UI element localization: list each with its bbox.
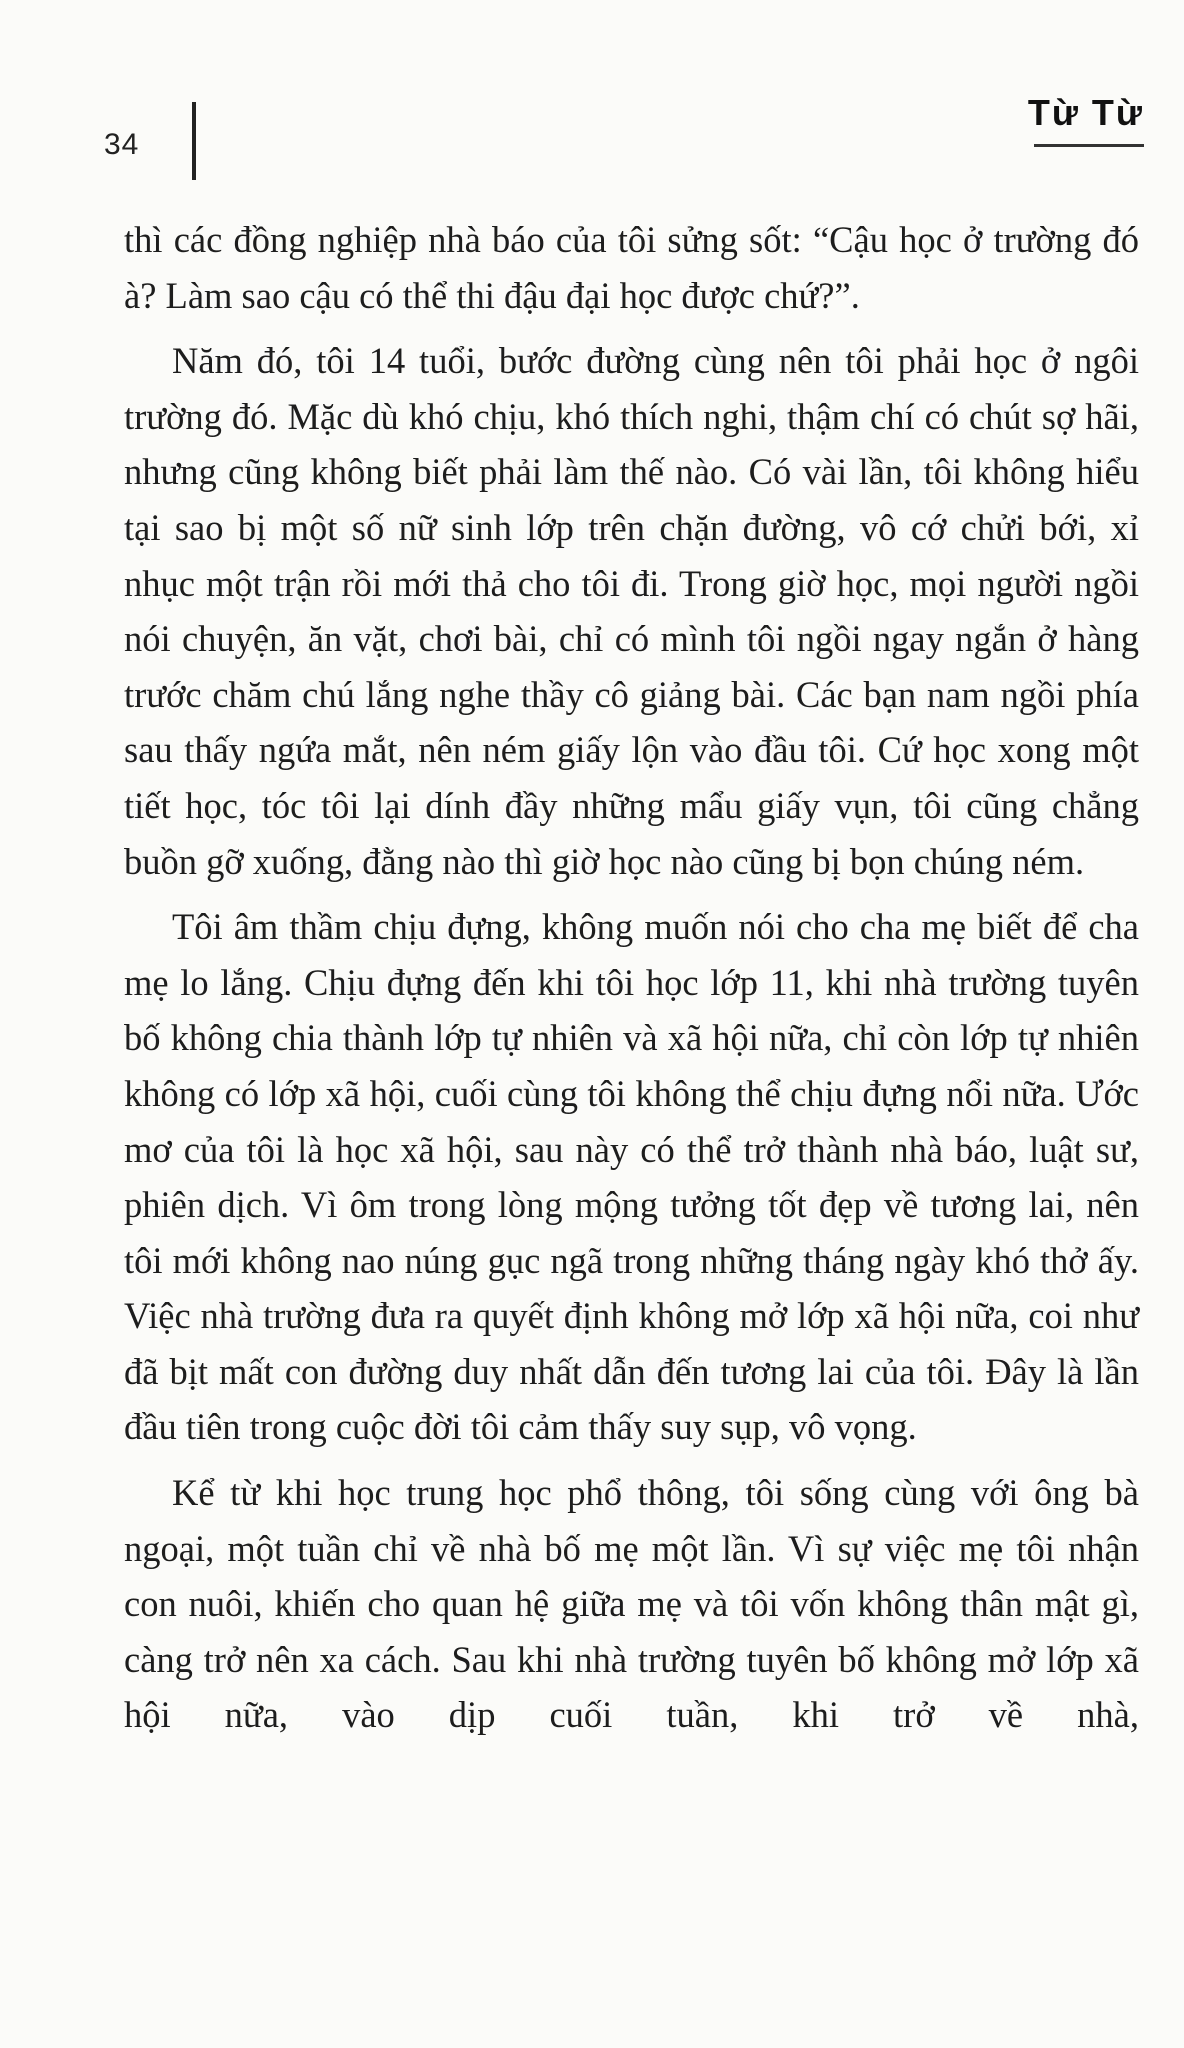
body-text [124, 212, 1139, 1753]
running-head-underline [1034, 144, 1144, 147]
running-head: Từ Từ [1027, 92, 1144, 133]
paragraph-4: Kể từ khi học trung học phổ thông, tôi sống cùng với ông bà ngoại, một tuần chỉ về nhà bố mẹ một lần. Vì sự việc mẹ tôi nhận con nuôi, khiến cho quan hệ giữa mẹ và tôi vốn không thân mật gì, càng trở nên xa cách. Sau khi nhà trường tuyên bố không mở lớp xã hội nữa, vào dịp cuối tuần, khi trở về nhà, [124, 1472, 1139, 1736]
header-divider [192, 102, 196, 180]
page-header [0, 0, 1184, 200]
paragraph-3: Tôi âm thầm chịu đựng, không muốn nói cho cha mẹ biết để cha mẹ lo lắng. Chịu đựng đến khi tôi học lớp 11, khi nhà trường tuyên bố không chia thành lớp tự nhiên và xã hội nữa, chỉ còn lớp tự nhiên không có lớp xã hội, cuối cùng tôi không thể chịu đựng nổi nữa. Ước mơ của tôi là học xã hội, sau này có thể trở thành nhà báo, luật sư, phiên dịch. Vì ôm trong lòng mộng tưởng tốt đẹp về tương lai, nên tôi mới không nao núng gục ngã trong những tháng ngày khó thở ấy. Việc nhà trường đưa ra quyết định không mở lớp xã hội nữa, coi như đã bịt mất con đường duy nhất dẫn đến tương lai của tôi. Đây là lần đầu tiên trong cuộc đời tôi cảm thấy suy sụp, vô vọng. [124, 906, 1139, 1448]
paragraph-2: Năm đó, tôi 14 tuổi, bước đường cùng nên tôi phải học ở ngôi trường đó. Mặc dù khó chịu, khó thích nghi, thậm chí có chút sợ hãi, nhưng cũng không biết phải làm thế nào. Có vài lần, tôi không hiểu tại sao bị một số nữ sinh lớp trên chặn đường, vô cớ chửi bới, xỉ nhục một trận rồi mới thả cho tôi đi. Trong giờ học, mọi người ngồi nói chuyện, ăn vặt, chơi bài, chỉ có mình tôi ngồi ngay ngắn ở hàng trước chăm chú lắng nghe thầy cô giảng bài. Các bạn nam ngồi phía sau thấy ngứa mắt, nên ném giấy lộn vào đầu tôi. Cứ học xong một tiết học, tóc tôi lại dính đầy những mẩu giấy vụn, tôi cũng chẳng buồn gỡ xuống, đằng nào thì giờ học nào cũng bị bọn chúng ném. [124, 340, 1139, 882]
paragraph-1: thì các đồng nghiệp nhà báo của tôi sửng sốt: “Cậu học ở trường đó à? Làm sao cậu có thể thi đậu đại học được chứ?”. [124, 219, 1139, 316]
page-number: 34 [104, 128, 140, 161]
